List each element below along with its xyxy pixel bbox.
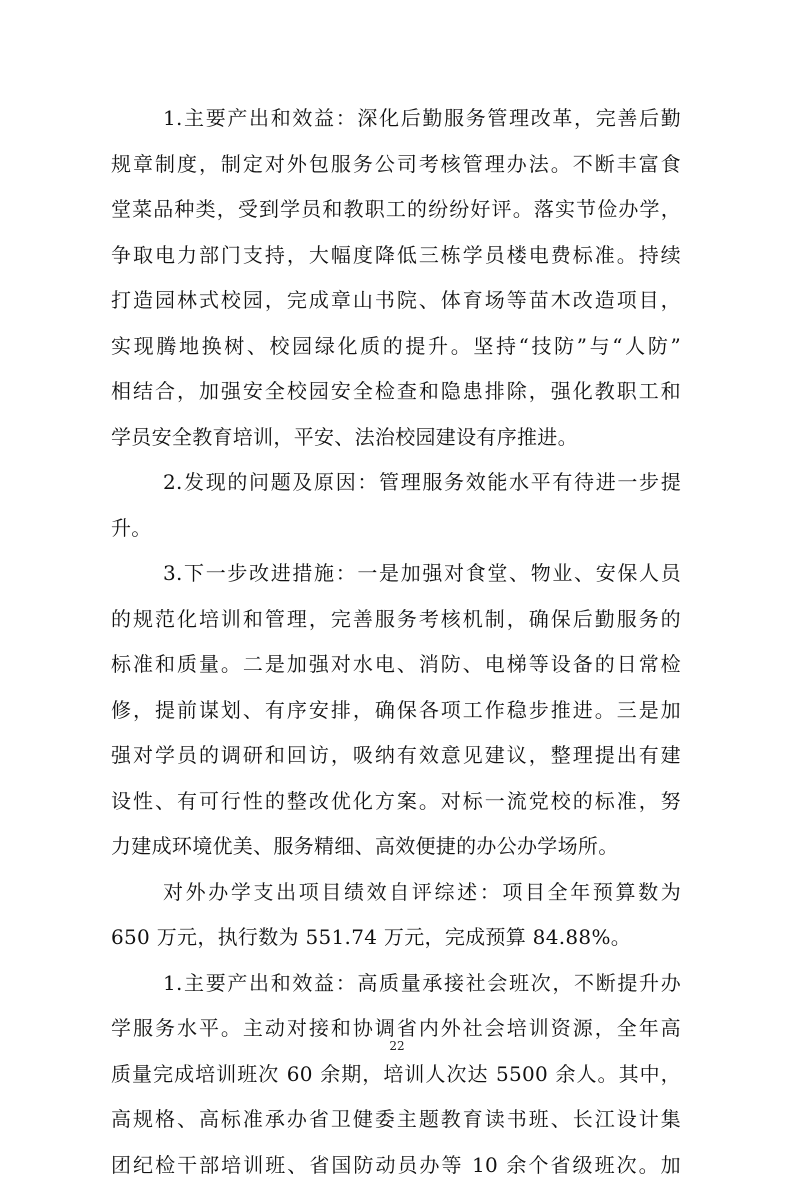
text-line: 3.下一步改进措施：一是加强对食堂、物业、安保人员 [111, 551, 681, 597]
text-line: 设性、有可行性的整改优化方案。对标一流党校的标准，努 [111, 779, 681, 825]
text-line: 对外办学支出项目绩效自评综述：项目全年预算数为 [111, 870, 681, 916]
text-line: 打造园林式校园，完成章山书院、体育场等苗木改造项目， [111, 278, 681, 324]
text-line: 650 万元，执行数为 551.74 万元，完成预算 84.88%。 [111, 915, 681, 961]
text-line: 的规范化培训和管理，完善服务考核机制，确保后勤服务的 [111, 597, 681, 643]
text-line: 1.主要产出和效益：高质量承接社会班次，不断提升办 [111, 961, 681, 1007]
text-line: 堂菜品种类，受到学员和教职工的纷纷好评。落实节俭办学， [111, 187, 681, 233]
text-line: 2.发现的问题及原因：管理服务效能水平有待进一步提 [111, 460, 681, 506]
text-line: 争取电力部门支持，大幅度降低三栋学员楼电费标准。持续 [111, 233, 681, 279]
text-line: 力建成环境优美、服务精细、高效便捷的办公办学场所。 [111, 824, 681, 870]
page-number: 22 [0, 1039, 794, 1053]
text-line: 学服务水平。主动对接和协调省内外社会培训资源，全年高 [111, 1006, 681, 1052]
text-line: 修，提前谋划、有序安排，确保各项工作稳步推进。三是加 [111, 688, 681, 734]
text-line: 学员安全教育培训，平安、法治校园建设有序推进。 [111, 415, 681, 461]
text-line: 团纪检干部培训班、省国防动员办等 10 余个省级班次。加 [111, 1143, 681, 1188]
text-line: 实现腾地换树、校园绿化质的提升。坚持“技防”与“人防” [111, 324, 681, 370]
body-text [111, 96, 681, 1188]
text-line: 相结合，加强安全校园安全检查和隐患排除，强化教职工和 [111, 369, 681, 415]
text-line: 高规格、高标准承办省卫健委主题教育读书班、长江设计集 [111, 1097, 681, 1143]
text-line: 标准和质量。二是加强对水电、消防、电梯等设备的日常检 [111, 642, 681, 688]
text-line: 1.主要产出和效益：深化后勤服务管理改革，完善后勤 [111, 96, 681, 142]
text-line: 规章制度，制定对外包服务公司考核管理办法。不断丰富食 [111, 142, 681, 188]
text-line: 升。 [111, 506, 681, 552]
text-line: 质量完成培训班次 60 余期，培训人次达 5500 余人。其中， [111, 1052, 681, 1098]
text-line: 强对学员的调研和回访，吸纳有效意见建议，整理提出有建 [111, 733, 681, 779]
